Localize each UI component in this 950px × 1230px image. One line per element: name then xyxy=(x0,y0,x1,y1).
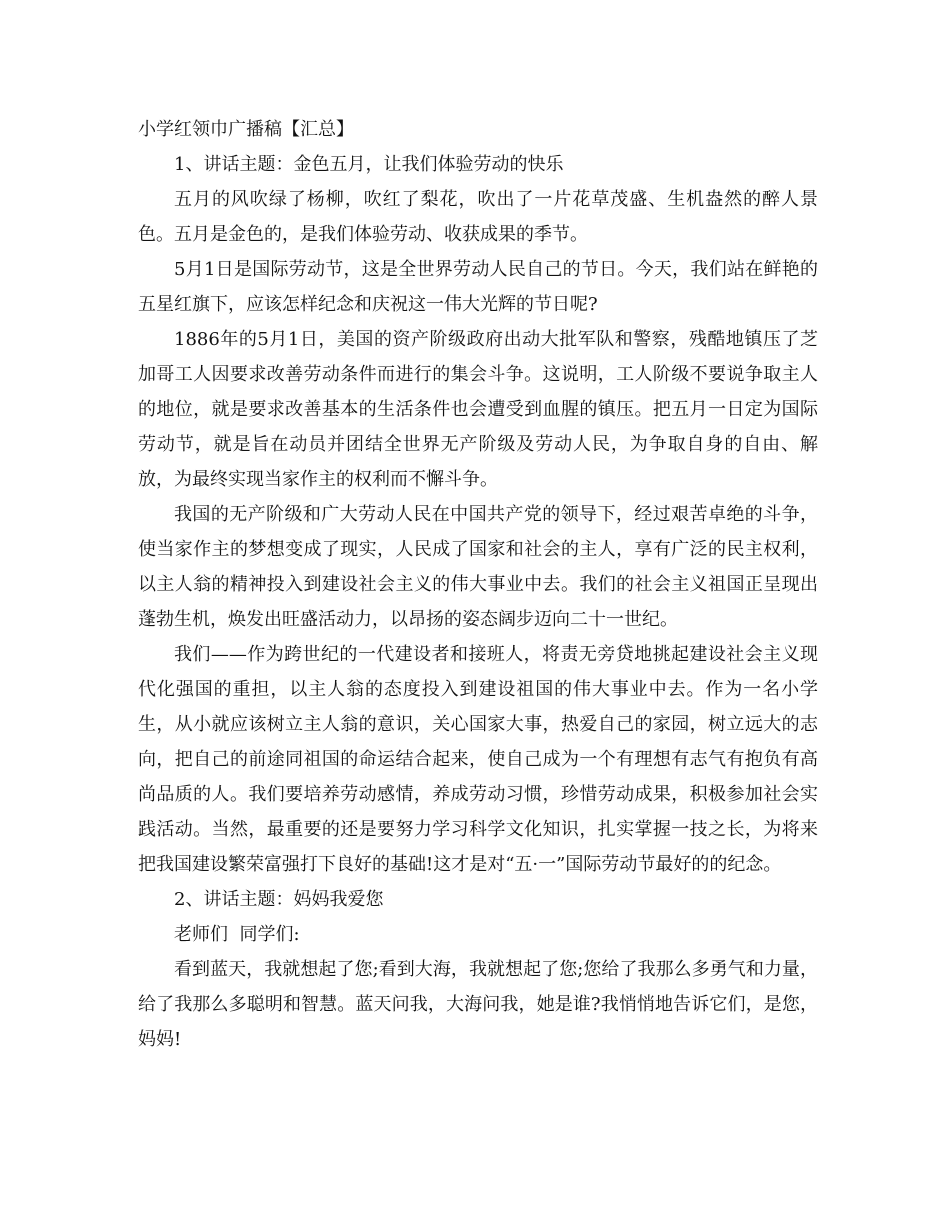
section-2-paragraph-1: 看到蓝天，我就想起了您;看到大海，我就想起了您;您给了我那么多勇气和力量，给了我那么多聪明和智慧。蓝天问我，大海问我，她是谁?我悄悄地告诉它们，是您，妈妈! xyxy=(138,959,818,1050)
section-1-paragraph-2: 5月1日是国际劳动节，这是全世界劳动人民自己的节日。今天，我们站在鲜艳的五星红旗下，应该怎样纪念和庆祝这一伟大光辉的节日呢? xyxy=(138,259,818,315)
section-2-heading: 2、讲话主题：妈妈我爱您 xyxy=(174,889,384,910)
section-1-paragraph-5: 我们——作为跨世纪的一代建设者和接班人，将责无旁贷地挑起建设社会主义现代化强国的重担，以主人翁的态度投入到建设祖国的伟大事业中去。作为一名小学生，从小就应该树立主人翁的意识，关心国家大事，热爱自己的家园，树立远大的志向，把自己的前途同祖国的命运结合起来，使自己成为一个有理想有志气有抱负有高尚品质的人。我们要培养劳动感情，养成劳动习惯，珍惜劳动成果，积极参加社会实践活动。当然，最重要的还是要努力学习科学文化知识，扎实掌握一技之长，为将来把我国建设繁荣富强打下良好的基础!这才是对“五·一”国际劳动节最好的的纪念。 xyxy=(138,644,818,875)
document-title: 小学红领巾广播稿【汇总】 xyxy=(138,119,354,140)
section-1-heading: 1、讲话主题：金色五月，让我们体验劳动的快乐 xyxy=(174,154,564,175)
section-2-salutation: 老师们 同学们: xyxy=(174,924,300,945)
document-body xyxy=(138,112,818,1057)
section-1-paragraph-3: 1886年的5月1日，美国的资产阶级政府出动大批军队和警察，残酷地镇压了芝加哥工人因要求改善劳动条件而进行的集会斗争。这说明，工人阶级不要说争取主人的地位，就是要求改善基本的生活条件也会遭受到血腥的镇压。把五月一日定为国际劳动节，就是旨在动员并团结全世界无产阶级及劳动人民，为争取自身的自由、解放，为最终实现当家作主的权利而不懈斗争。 xyxy=(138,329,818,490)
section-1-paragraph-1: 五月的风吹绿了杨柳，吹红了梨花，吹出了一片花草茂盛、生机盎然的醉人景色。五月是金色的，是我们体验劳动、收获成果的季节。 xyxy=(138,189,818,245)
section-1-paragraph-4: 我国的无产阶级和广大劳动人民在中国共产党的领导下，经过艰苦卓绝的斗争，使当家作主的梦想变成了现实，人民成了国家和社会的主人，享有广泛的民主权利，以主人翁的精神投入到建设社会主义的伟大事业中去。我们的社会主义祖国正呈现出蓬勃生机，焕发出旺盛活动力，以昂扬的姿态阔步迈向二十一世纪。 xyxy=(138,504,818,630)
